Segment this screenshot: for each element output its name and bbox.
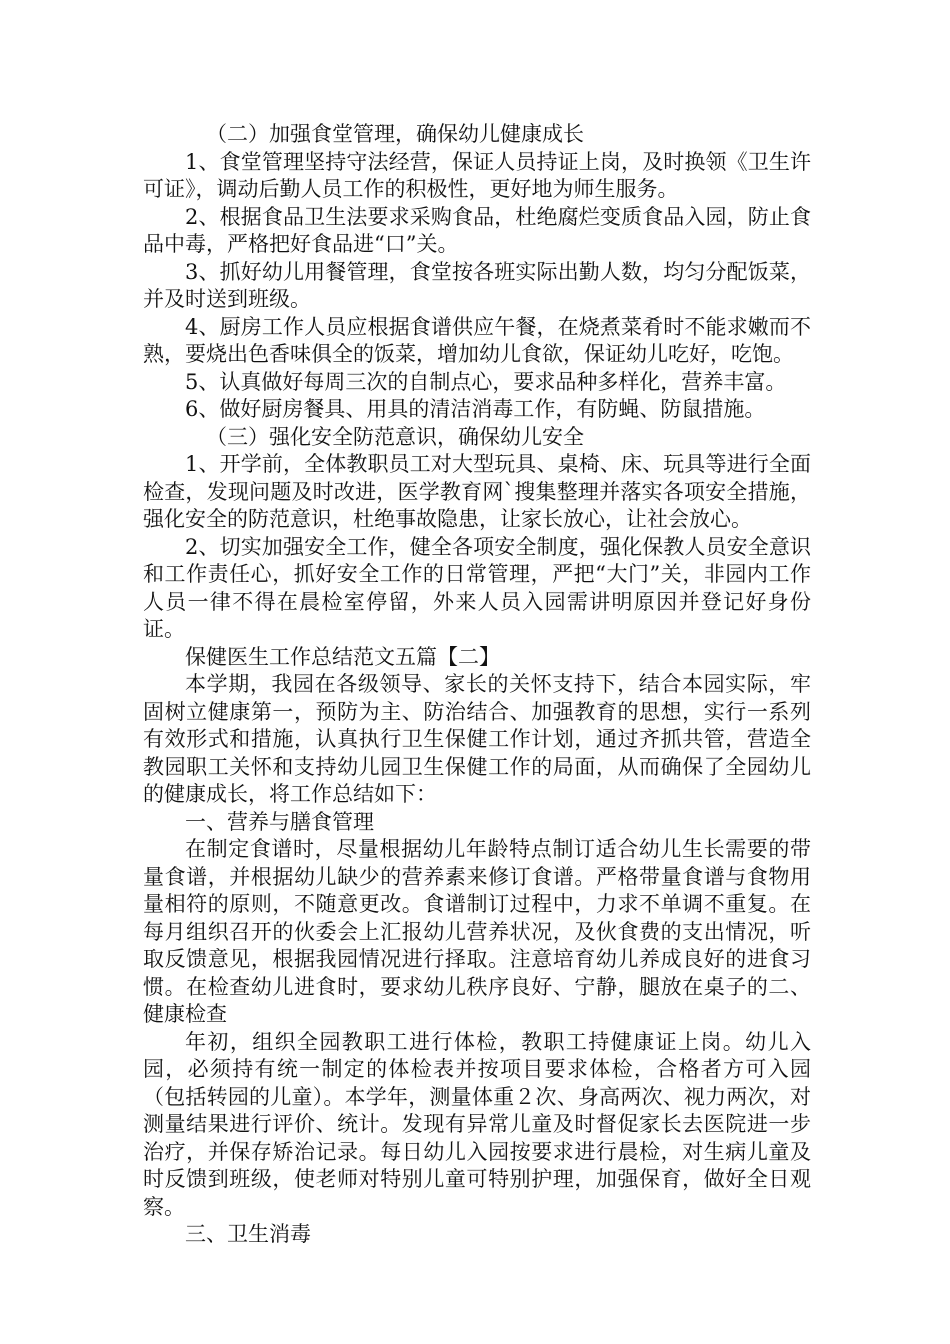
paragraph: 1、食堂管理坚持守法经营，保证人员持证上岗，及时换领《卫生许可证》，调动后勤人员工作的积极性，更好地为师生服务。 [143, 149, 811, 201]
document-body [143, 121, 811, 1249]
section-heading-nutrition: 一、营养与膳食管理 [185, 809, 374, 834]
section-heading-canteen: （二）加强食堂管理，确保幼儿健康成长 [206, 122, 584, 146]
paragraph: 4、厨房工作人员应根据食谱供应午餐，在烧煮菜肴时不能求嫩而不熟，要烧出色香味俱全的饭菜，增加幼儿食欲，保证幼儿吃好，吃饱。 [143, 314, 811, 366]
section-heading-safety: （三）强化安全防范意识，确保幼儿安全 [206, 424, 584, 449]
paragraph: 6、做好厨房餐具、用具的清洁消毒工作，有防蝇、防鼠措施。 [185, 397, 766, 421]
paragraph: 本学期，我园在各级领导、家长的关怀支持下，结合本园实际，牢固树立健康第一，预防为主、防治结合、加强教育的思想，实行一系列有效形式和措施，认真执行卫生保健工作计划，通过齐抓共管，营造全教园职工关怀和支持幼儿园卫生保健工作的局面，从而确保了全园幼儿的健康成长，将工作总结如下： [143, 672, 811, 806]
paragraph: 年初，组织全园教职工进行体检，教职工持健康证上岗。幼儿入园，必须持有统一制定的体检表并按项目要求体检，合格者方可入园（包括转园的儿童）。本学年，测量体重２次、身高两次、视力两次，对测量结果进行评价、统计。发现有异常儿童及时督促家长去医院进一步治疗，并保存矫治记录。每日幼儿入园按要求进行晨检，对生病儿童及时反馈到班级，使老师对特别儿童可特别护理，加强保育，做好全日观察。 [143, 1029, 811, 1219]
section-heading-disinfection: 三、卫生消毒 [185, 1222, 311, 1246]
paragraph: 2、根据食品卫生法要求采购食品，杜绝腐烂变质食品入园，防止食品中毒，严格把好食品进“口”关。 [143, 204, 811, 256]
paragraph: 1、开学前，全体教职员工对大型玩具、桌椅、床、玩具等进行全面检查，发现问题及时改进，医学教育网`搜集整理并落实各项安全措施，强化安全的防范意识，杜绝事故隐患，让家长放心，让社会放心。 [143, 452, 811, 531]
paragraph: 2、切实加强安全工作，健全各项安全制度，强化保教人员安全意识和工作责任心，抓好安全工作的日常管理，严把“大门”关，非园内工作人员一律不得在晨检室停留，外来人员入园需讲明原因并登记好身份证。 [143, 534, 811, 641]
article-title: 保健医生工作总结范文五篇【二】 [185, 644, 500, 669]
paragraph: 在制定食谱时，尽量根据幼儿年龄特点制订适合幼儿生长需要的带量食谱，并根据幼儿缺少的营养素来修订食谱。严格带量食谱与食物用量相符的原则，不随意更改。食谱制订过程中，力求不单调不重复。在每月组织召开的伙委会上汇报幼儿营养状况，及伙食费的支出情况，听取反馈意见，根据我园情况进行择取。注意培育幼儿养成良好的进食习惯。在检查幼儿进食时，要求幼儿秩序良好、宁静，腿放在桌子的二、健康检查 [143, 837, 811, 1026]
paragraph: 5、认真做好每周三次的自制点心，要求品种多样化，营养丰富。 [185, 369, 787, 394]
paragraph: 3、抓好幼儿用餐管理，食堂按各班实际出勤人数，均匀分配饭菜，并及时送到班级。 [143, 259, 811, 311]
